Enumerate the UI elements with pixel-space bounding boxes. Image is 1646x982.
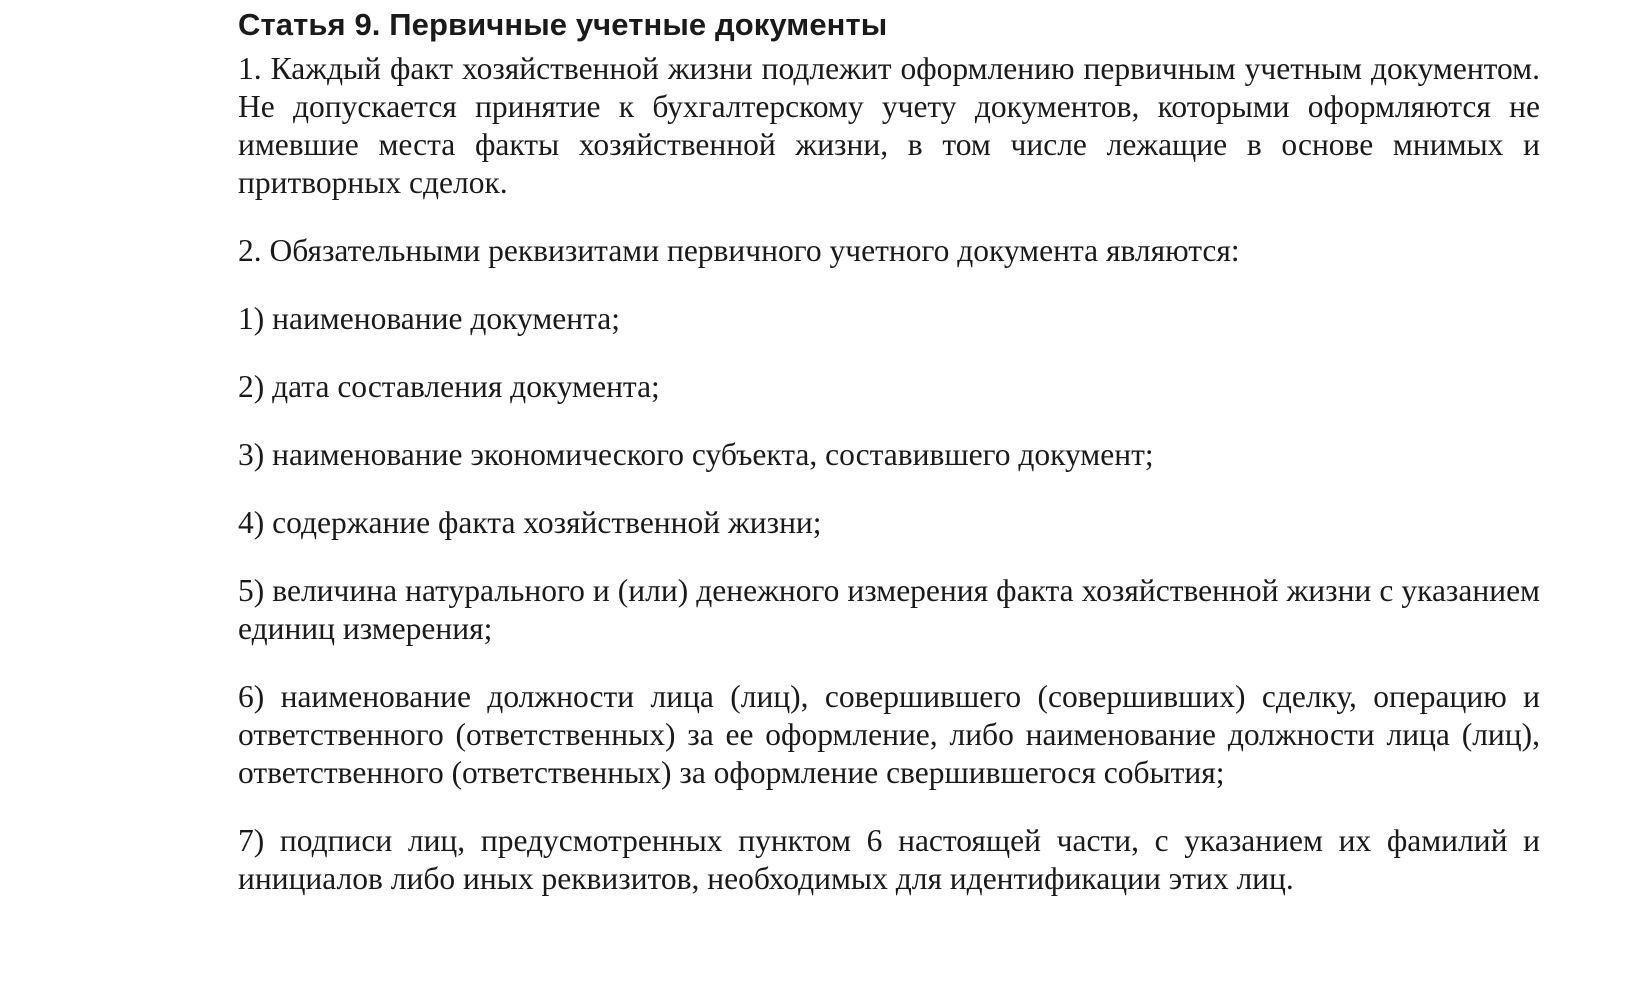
list-item-3: 3) наименование экономического субъекта, составившего документ;	[238, 437, 1154, 472]
document-page	[238, 4, 1540, 898]
list-item-5: 5) величина натурального и (или) денежного измерения факта хозяйственной жизни с указанием единиц измерения;	[238, 573, 1540, 646]
list-item-2: 2) дата составления документа;	[238, 369, 660, 404]
list-item-7: 7) подписи лиц, предусмотренных пунктом 6 настоящей части, с указанием их фамилий и инициалов либо иных реквизитов, необходимых для идентификации этих лиц.	[238, 823, 1540, 896]
article-title: Статья 9. Первичные учетные документы	[238, 7, 888, 42]
list-item-6: 6) наименование должности лица (лиц), совершившего (совершивших) сделку, операцию и ответственного (ответственных) за ее оформление, либо наименование должности лица (лиц), ответственного (ответственных) за оформление свершившегося события;	[238, 679, 1540, 790]
list-item-1: 1) наименование документа;	[238, 301, 620, 336]
paragraph-2: 2. Обязательными реквизитами первичного учетного документа являются:	[238, 233, 1240, 268]
list-item-4: 4) содержание факта хозяйственной жизни;	[238, 505, 822, 540]
paragraph-1: 1. Каждый факт хозяйственной жизни подлежит оформлению первичным учетным документом. Не допускается принятие к бухгалтерскому учету документов, которыми оформляются не имевшие места факты хозяйственной жизни, в том числе лежащие в основе мнимых и притворных сделок.	[238, 51, 1540, 200]
